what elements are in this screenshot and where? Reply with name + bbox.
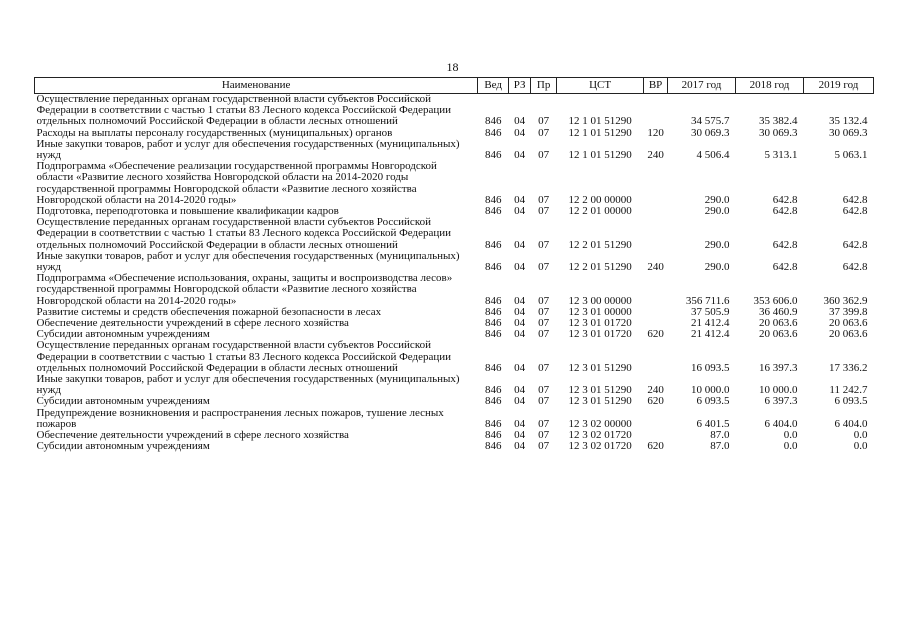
row-rz: 04 xyxy=(514,317,526,330)
row-name: Развитие системы и средств обеспечения пожарной безопасности в лесах xyxy=(36,305,382,318)
row-2018: 0.0 xyxy=(783,440,798,453)
row-rz: 04 xyxy=(514,294,526,307)
row-ved: 846 xyxy=(484,395,502,408)
row-ved: 846 xyxy=(484,361,502,374)
budget-table xyxy=(34,77,874,453)
row-pr: 07 xyxy=(538,384,550,397)
row-rz: 04 xyxy=(514,328,526,341)
row-2018: 20 063.6 xyxy=(758,317,798,330)
row-cst: 12 3 02 01720 xyxy=(568,440,632,453)
row-2019: 642.8 xyxy=(842,205,868,218)
row-ved: 846 xyxy=(484,149,502,162)
row-2017: 21 412.4 xyxy=(691,328,730,341)
col-header-2018: 2018 год xyxy=(736,78,804,94)
row-2019: 642.8 xyxy=(842,261,868,274)
table-row xyxy=(35,408,874,430)
table-row xyxy=(35,340,874,374)
col-header-vr: ВР xyxy=(644,78,668,94)
row-vr xyxy=(644,217,668,251)
row-rz: 04 xyxy=(514,384,526,397)
row-2017: 87.0 xyxy=(710,440,730,453)
row-ved: 846 xyxy=(484,205,502,218)
row-name: Иные закупки товаров, работ и услуг для обеспечения государственных (муниципальных) нужд xyxy=(36,137,460,162)
table-row xyxy=(35,396,874,407)
row-rz: 04 xyxy=(514,149,526,162)
row-pr: 07 xyxy=(538,193,550,206)
row-rz: 04 xyxy=(514,395,526,408)
row-2017: 16 093.5 xyxy=(691,361,730,374)
row-name: Субсидии автономным учреждениям xyxy=(36,440,210,453)
row-name: Подпрограмма «Обеспечение реализации государственной программы Новгородской области «Развитие лесного хозяйства Новгородской области на 2014-2020 годы государственной программы Новгородской области «Развитие лесного хозяйства Новгородской области на 2014-2020 годы» xyxy=(36,160,437,206)
row-ved: 846 xyxy=(484,429,502,442)
row-pr: 07 xyxy=(538,115,550,128)
col-header-2017: 2017 год xyxy=(668,78,736,94)
col-header-cst: ЦСТ xyxy=(557,78,644,94)
table-row xyxy=(35,374,874,396)
row-2019: 30 069.3 xyxy=(829,126,868,139)
row-rz: 04 xyxy=(514,361,526,374)
row-2018: 10 000.0 xyxy=(758,384,798,397)
row-2018: 16 397.3 xyxy=(758,361,798,374)
row-ved: 846 xyxy=(484,294,502,307)
row-vr: 620 xyxy=(647,440,664,453)
row-cst: 12 3 01 51290 xyxy=(568,384,632,397)
row-ved: 846 xyxy=(484,115,502,128)
row-vr: 240 xyxy=(647,261,664,274)
table-row xyxy=(35,251,874,273)
row-rz: 04 xyxy=(514,238,526,251)
row-cst: 12 3 01 01720 xyxy=(568,328,632,341)
row-2019: 642.8 xyxy=(842,193,868,206)
row-cst: 12 3 01 01720 xyxy=(568,317,632,330)
row-pr: 07 xyxy=(538,261,550,274)
row-2019: 6 404.0 xyxy=(834,417,868,430)
row-name: Расходы на выплаты персоналу государственных (муниципальных) органов xyxy=(36,126,393,139)
row-rz: 04 xyxy=(514,305,526,318)
row-pr: 07 xyxy=(538,361,550,374)
row-cst: 12 3 01 51290 xyxy=(568,395,632,408)
col-header-name: Наименование xyxy=(35,78,478,94)
row-ved: 846 xyxy=(484,126,502,139)
row-rz: 04 xyxy=(514,205,526,218)
table-row xyxy=(35,161,874,206)
row-rz: 04 xyxy=(514,193,526,206)
row-2017: 290.0 xyxy=(704,261,730,274)
row-2017: 290.0 xyxy=(704,205,730,218)
row-pr: 07 xyxy=(538,205,550,218)
row-pr: 07 xyxy=(538,328,550,341)
row-vr xyxy=(644,94,668,128)
row-2019: 6 093.5 xyxy=(834,395,868,408)
row-name: Осуществление переданных органам государственной власти субъектов Российской Федерации в соответствии с частью 1 статьи 83 Лесного кодекса Российской Федерации отдельных полномочий Российской Федерации в области лесных отношений xyxy=(36,339,452,374)
row-pr: 07 xyxy=(538,126,550,139)
row-ved: 846 xyxy=(484,440,502,453)
row-2017: 21 412.4 xyxy=(691,317,730,330)
row-name: Подпрограмма «Обеспечение использования, охраны, защиты и воспроизводства лесов» государственной программы Новгородской области «Развитие лесного хозяйства Новгородской области на 2014-2020 годы» xyxy=(36,272,453,307)
row-pr: 07 xyxy=(538,238,550,251)
row-pr: 07 xyxy=(538,305,550,318)
row-2017: 4 506.4 xyxy=(696,149,730,162)
row-vr: 620 xyxy=(647,395,664,408)
row-2019: 20 063.6 xyxy=(829,328,868,341)
row-vr xyxy=(644,206,668,217)
row-rz: 04 xyxy=(514,440,526,453)
row-cst: 12 3 02 01720 xyxy=(568,429,632,442)
row-2017: 290.0 xyxy=(704,193,730,206)
col-header-ved: Вед xyxy=(478,78,509,94)
row-2019: 20 063.6 xyxy=(829,317,868,330)
row-2018: 0.0 xyxy=(783,429,798,442)
row-2018: 642.8 xyxy=(772,261,798,274)
row-cst: 12 1 01 51290 xyxy=(568,115,632,128)
row-2017: 6 401.5 xyxy=(696,417,730,430)
row-ved: 846 xyxy=(484,193,502,206)
row-name: Обеспечение деятельности учреждений в сфере лесного хозяйства xyxy=(36,317,349,330)
row-cst: 12 1 01 51290 xyxy=(568,126,632,139)
row-vr: 120 xyxy=(647,126,664,139)
table-row xyxy=(35,441,874,452)
row-ved: 846 xyxy=(484,305,502,318)
row-name: Иные закупки товаров, работ и услуг для обеспечения государственных (муниципальных) нужд xyxy=(36,249,460,274)
row-2018: 642.8 xyxy=(772,205,798,218)
row-cst: 12 3 02 00000 xyxy=(568,417,632,430)
table-row xyxy=(35,94,874,128)
row-name: Субсидии автономным учреждениям xyxy=(36,395,210,408)
row-pr: 07 xyxy=(538,429,550,442)
row-rz: 04 xyxy=(514,115,526,128)
row-cst: 12 2 01 51290 xyxy=(568,238,632,251)
row-name: Осуществление переданных органам государственной власти субъектов Российской Федерации в соответствии с частью 1 статьи 83 Лесного кодекса Российской Федерации отдельных полномочий Российской Федерации в области лесных отношений xyxy=(36,93,452,128)
row-pr: 07 xyxy=(538,317,550,330)
row-name: Предупреждение возникновения и распространения лесных пожаров, тушение лесных пожаров xyxy=(36,406,444,430)
row-2017: 30 069.3 xyxy=(691,126,730,139)
row-2019: 0.0 xyxy=(853,429,868,442)
row-pr: 07 xyxy=(538,149,550,162)
table-header-row xyxy=(35,78,874,94)
row-pr: 07 xyxy=(538,440,550,453)
row-cst: 12 3 01 51290 xyxy=(568,361,632,374)
row-vr xyxy=(644,408,668,430)
row-2019: 5 063.1 xyxy=(834,149,868,162)
row-2018: 20 063.6 xyxy=(758,328,798,341)
row-vr xyxy=(644,161,668,206)
row-2018: 30 069.3 xyxy=(758,126,798,139)
row-rz: 04 xyxy=(514,126,526,139)
row-rz: 04 xyxy=(514,417,526,430)
row-2019: 11 242.7 xyxy=(829,384,868,397)
row-pr: 07 xyxy=(538,417,550,430)
row-cst: 12 2 01 00000 xyxy=(568,205,632,218)
row-2019: 360 362.9 xyxy=(823,294,868,307)
row-vr xyxy=(644,307,668,318)
row-ved: 846 xyxy=(484,384,502,397)
row-vr xyxy=(644,273,668,307)
row-cst: 12 2 01 51290 xyxy=(568,261,632,274)
row-ved: 846 xyxy=(484,238,502,251)
row-cst: 12 2 00 00000 xyxy=(568,193,632,206)
row-name: Иные закупки товаров, работ и услуг для обеспечения государственных (муниципальных) нужд xyxy=(36,373,460,397)
row-rz: 04 xyxy=(514,429,526,442)
row-2018: 35 382.4 xyxy=(758,115,798,128)
row-2017: 6 093.5 xyxy=(696,395,730,408)
row-2018: 353 606.0 xyxy=(753,294,798,307)
row-2018: 5 313.1 xyxy=(764,149,798,162)
row-name: Субсидии автономным учреждениям xyxy=(36,328,210,341)
row-2019: 642.8 xyxy=(842,238,868,251)
row-cst: 12 1 01 51290 xyxy=(568,149,632,162)
row-2019: 37 399.8 xyxy=(829,305,868,318)
row-2018: 642.8 xyxy=(772,193,798,206)
row-2017: 10 000.0 xyxy=(691,384,730,397)
row-vr xyxy=(644,340,668,374)
row-2018: 6 404.0 xyxy=(764,417,798,430)
row-2017: 290.0 xyxy=(704,238,730,251)
row-cst: 12 3 00 00000 xyxy=(568,294,632,307)
row-2018: 36 460.9 xyxy=(758,305,798,318)
row-2018: 642.8 xyxy=(772,238,798,251)
row-2017: 356 711.6 xyxy=(685,294,730,307)
row-name: Осуществление переданных органам государственной власти субъектов Российской Федерации в соответствии с частью 1 статьи 83 Лесного кодекса Российской Федерации отдельных полномочий Российской Федерации в области лесных отношений xyxy=(36,216,452,251)
col-header-pr: Пр xyxy=(531,78,557,94)
col-header-2019: 2019 год xyxy=(803,78,873,94)
row-2017: 37 505.9 xyxy=(691,305,730,318)
row-name: Подготовка, переподготовка и повышение квалификации кадров xyxy=(36,205,339,218)
row-pr: 07 xyxy=(538,395,550,408)
row-ved: 846 xyxy=(484,317,502,330)
row-vr: 240 xyxy=(647,384,664,397)
row-2017: 34 575.7 xyxy=(691,115,730,128)
row-rz: 04 xyxy=(514,261,526,274)
page-number: 18 xyxy=(446,60,459,74)
row-cst: 12 3 01 00000 xyxy=(568,305,632,318)
table-row xyxy=(35,217,874,251)
row-vr: 240 xyxy=(647,149,664,162)
row-vr: 620 xyxy=(647,328,664,341)
row-2018: 6 397.3 xyxy=(764,395,798,408)
row-2017: 87.0 xyxy=(710,429,730,442)
row-pr: 07 xyxy=(538,294,550,307)
row-ved: 846 xyxy=(484,417,502,430)
row-name: Обеспечение деятельности учреждений в сфере лесного хозяйства xyxy=(36,429,349,442)
row-2019: 0.0 xyxy=(853,440,868,453)
row-2019: 17 336.2 xyxy=(829,361,868,374)
row-ved: 846 xyxy=(484,261,502,274)
table-row xyxy=(35,139,874,161)
col-header-rz: РЗ xyxy=(509,78,531,94)
row-ved: 846 xyxy=(484,328,502,341)
row-2019: 35 132.4 xyxy=(829,115,868,128)
table-row xyxy=(35,273,874,307)
